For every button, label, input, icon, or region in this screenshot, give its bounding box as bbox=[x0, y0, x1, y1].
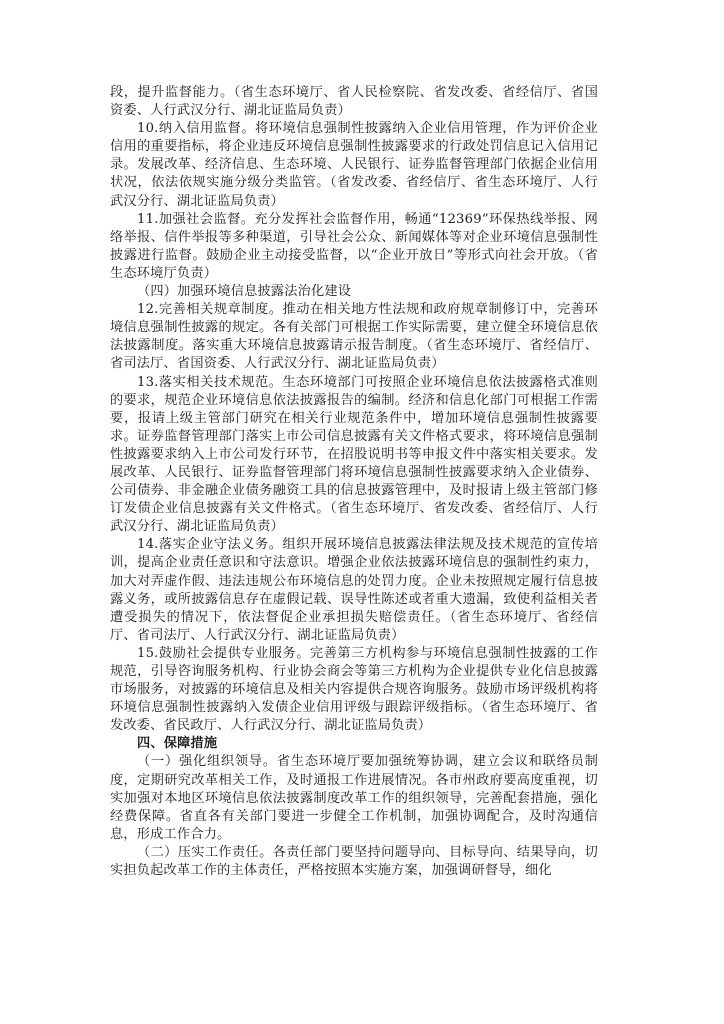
paragraph-organization: （一）强化组织领导。省生态环境厅要加强统筹协调，建立会议和联络员制度，定期研究改革相关工作，及时通报工作进展情况。各市州政府要高度重视，切实加强对本地区环境信息依法披露制度改革工作的组织领导，完善配套措施，强化经费保障。省直各有关部门要进一步健全工作机制，加强协调配合，及时沟通信息，形成工作合力。 bbox=[110, 754, 598, 842]
paragraph-responsibility: （二）压实工作责任。各责任部门要坚持问题导向、目标导向、结果导向，切实担负起改革工作的主体责任，严格按照本实施方案，加强调研督导，细化 bbox=[110, 844, 598, 879]
document-page bbox=[110, 84, 598, 880]
paragraph-item-13: 13.落实相关技术规范。生态环境部门可按照企业环境信息依法披露格式准则的要求，规范企业环境信息依法披露报告的编制。经济和信息化部门可根据工作需要，报请上级主管部门研究在相关行业规范条件中，增加环境信息强制性披露要求。证券监督管理部门落实上市公司信息披露有关文件格式要求，将环境信息强制性披露要求纳入上市公司发行环节，在招股说明书等申报文件中落实相关要求。发展改革、人民银行、证券监督管理部门将环境信息强制性披露要求纳入企业债券、公司债券、非金融企业债务融资工具的信息披露管理中，及时报请上级主管部门修订发债企业信息披露有关文件格式。（省生态环境厅、省发改委、省经信厅、人行武汉分行、湖北证监局负责） bbox=[110, 374, 598, 535]
paragraph-item-14: 14.落实企业守法义务。组织开展环境信息披露法律法规及技术规范的宣传培训，提高企业责任意识和守法意识。增强企业依法披露环境信息的强制性约束力，加大对弄虚作假、违法违规公布环境信息的处罚力度。企业未按照规定履行信息披露义务，或所披露信息存在虚假记载、误导性陈述或者重大遗漏，致使利益相关者遭受损失的情况下，依法督促企业承担损失赔偿责任。（省生态环境厅、省经信厅、省司法厅、人行武汉分行、湖北证监局负责） bbox=[110, 537, 598, 643]
section-heading-4: （四）加强环境信息披露法治化建设 bbox=[137, 284, 352, 300]
paragraph-item-10: 10.纳入信用监督。将环境信息强制性披露纳入企业信用管理，作为评价企业信用的重要指标，将企业违反环境信息强制性披露要求的行政处罚信息记入信用记录。发展改革、经济信息、生态环境、人民银行、证券监督管理部门依据企业信用状况，依法依规实施分级分类监管。（省发改委、省经信厅、省生态环境厅、人行武汉分行、湖北证监局负责） bbox=[110, 121, 598, 209]
chapter-heading-safeguards: 四、保障措施 bbox=[137, 736, 218, 752]
paragraph-item-15: 15.鼓励社会提供专业服务。完善第三方机构参与环境信息强制性披露的工作规范，引导咨询服务机构、行业协会商会等第三方机构为企业提供专业化信息披露市场服务，对披露的环境信息及相关内容提供合规咨询服务。鼓励市场评级机构将环境信息强制性披露纳入发债企业信用评级与跟踪评级指标。（省生态环境厅、省发改委、省民政厅、人行武汉分行、湖北证监局负责） bbox=[110, 645, 598, 734]
paragraph-item-12: 12.完善相关规章制度。推动在相关地方性法规和政府规章制修订中，完善环境信息强制性披露的规定。各有关部门可根据工作实际需要，建立健全环境信息依法披露制度。落实重大环境信息披露请示报告制度。（省生态环境厅、省经信厅、省司法厅、省国资委、人行武汉分行、湖北证监局负责） bbox=[110, 302, 598, 372]
paragraph-item-11: 11.加强社会监督。充分发挥社会监督作用，畅通“12369”环保热线举报、网络举报、信件举报等多种渠道，引导社会公众、新闻媒体等对企业环境信息强制性披露进行监督。鼓励企业主动接受监督，以“企业开放日”等形式向社会开放。（省生态环境厅负责） bbox=[110, 211, 598, 281]
paragraph-continuation: 段，提升监督能力。（省生态环境厅、省人民检察院、省发改委、省经信厅、省国资委、人行武汉分行、湖北证监局负责） bbox=[110, 85, 598, 119]
